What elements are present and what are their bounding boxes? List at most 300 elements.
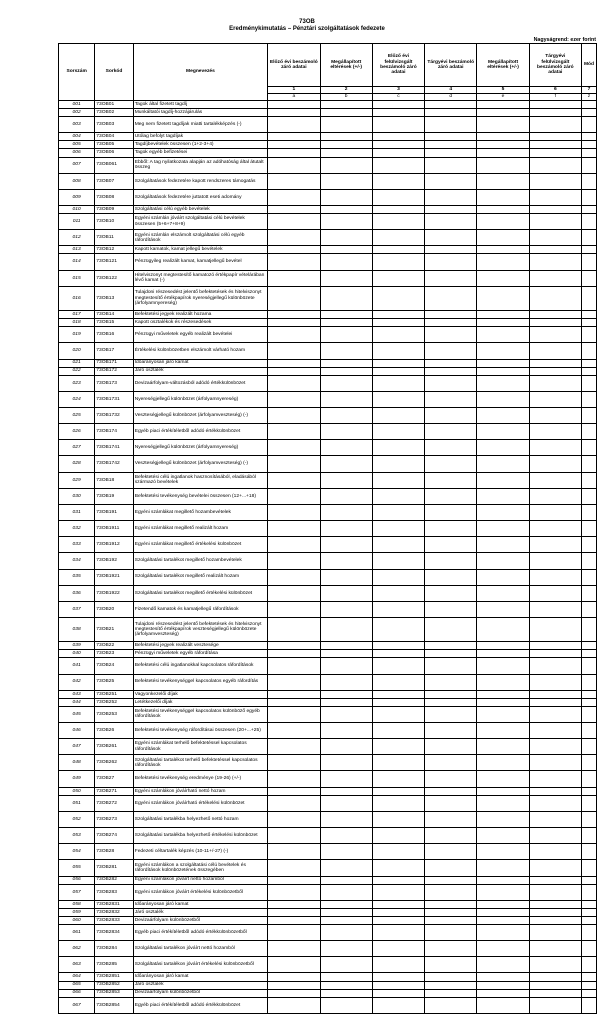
value-cell[interactable] bbox=[581, 173, 596, 189]
value-cell[interactable] bbox=[581, 601, 596, 617]
value-cell[interactable] bbox=[529, 706, 581, 722]
value-cell[interactable] bbox=[320, 206, 372, 214]
value-cell[interactable] bbox=[477, 981, 529, 989]
value-cell[interactable] bbox=[425, 246, 477, 254]
value-cell[interactable] bbox=[581, 674, 596, 690]
value-cell[interactable] bbox=[268, 343, 320, 359]
value-cell[interactable] bbox=[268, 101, 320, 109]
value-cell[interactable] bbox=[372, 690, 424, 698]
value-cell[interactable] bbox=[320, 957, 372, 973]
value-cell[interactable] bbox=[529, 214, 581, 230]
value-cell[interactable] bbox=[320, 214, 372, 230]
value-cell[interactable] bbox=[477, 311, 529, 319]
value-cell[interactable] bbox=[320, 828, 372, 844]
value-cell[interactable] bbox=[320, 319, 372, 327]
value-cell[interactable] bbox=[372, 698, 424, 706]
value-cell[interactable] bbox=[372, 246, 424, 254]
value-cell[interactable] bbox=[477, 690, 529, 698]
value-cell[interactable] bbox=[372, 311, 424, 319]
value-cell[interactable] bbox=[477, 141, 529, 149]
value-cell[interactable] bbox=[477, 214, 529, 230]
value-cell[interactable] bbox=[477, 254, 529, 270]
value-cell[interactable] bbox=[581, 311, 596, 319]
value-cell[interactable] bbox=[477, 771, 529, 787]
value-cell[interactable] bbox=[320, 900, 372, 908]
value-cell[interactable] bbox=[581, 230, 596, 246]
value-cell[interactable] bbox=[372, 117, 424, 133]
value-cell[interactable] bbox=[268, 755, 320, 771]
value-cell[interactable] bbox=[268, 286, 320, 310]
value-cell[interactable] bbox=[581, 957, 596, 973]
value-cell[interactable] bbox=[529, 739, 581, 755]
value-cell[interactable] bbox=[477, 343, 529, 359]
value-cell[interactable] bbox=[268, 723, 320, 739]
value-cell[interactable] bbox=[268, 884, 320, 900]
value-cell[interactable] bbox=[581, 706, 596, 722]
value-cell[interactable] bbox=[320, 286, 372, 310]
value-cell[interactable] bbox=[268, 658, 320, 674]
value-cell[interactable] bbox=[581, 189, 596, 205]
value-cell[interactable] bbox=[320, 884, 372, 900]
value-cell[interactable] bbox=[529, 521, 581, 537]
value-cell[interactable] bbox=[477, 319, 529, 327]
value-cell[interactable] bbox=[372, 173, 424, 189]
value-cell[interactable] bbox=[372, 133, 424, 141]
value-cell[interactable] bbox=[529, 884, 581, 900]
value-cell[interactable] bbox=[477, 618, 529, 642]
value-cell[interactable] bbox=[477, 924, 529, 940]
value-cell[interactable] bbox=[425, 359, 477, 367]
value-cell[interactable] bbox=[425, 270, 477, 286]
value-cell[interactable] bbox=[320, 488, 372, 504]
value-cell[interactable] bbox=[425, 997, 477, 1013]
value-cell[interactable] bbox=[268, 109, 320, 117]
value-cell[interactable] bbox=[529, 343, 581, 359]
value-cell[interactable] bbox=[581, 141, 596, 149]
value-cell[interactable] bbox=[477, 109, 529, 117]
value-cell[interactable] bbox=[320, 585, 372, 601]
value-cell[interactable] bbox=[372, 407, 424, 423]
value-cell[interactable] bbox=[425, 706, 477, 722]
value-cell[interactable] bbox=[581, 642, 596, 650]
value-cell[interactable] bbox=[529, 504, 581, 520]
value-cell[interactable] bbox=[425, 658, 477, 674]
value-cell[interactable] bbox=[529, 924, 581, 940]
value-cell[interactable] bbox=[372, 206, 424, 214]
value-cell[interactable] bbox=[268, 424, 320, 440]
value-cell[interactable] bbox=[581, 690, 596, 698]
value-cell[interactable] bbox=[529, 488, 581, 504]
value-cell[interactable] bbox=[581, 989, 596, 997]
value-cell[interactable] bbox=[425, 504, 477, 520]
value-cell[interactable] bbox=[477, 440, 529, 456]
value-cell[interactable] bbox=[268, 553, 320, 569]
value-cell[interactable] bbox=[268, 189, 320, 205]
value-cell[interactable] bbox=[372, 924, 424, 940]
value-cell[interactable] bbox=[529, 101, 581, 109]
value-cell[interactable] bbox=[320, 311, 372, 319]
value-cell[interactable] bbox=[477, 916, 529, 924]
value-cell[interactable] bbox=[477, 246, 529, 254]
value-cell[interactable] bbox=[477, 173, 529, 189]
value-cell[interactable] bbox=[529, 440, 581, 456]
value-cell[interactable] bbox=[268, 844, 320, 860]
value-cell[interactable] bbox=[529, 787, 581, 795]
value-cell[interactable] bbox=[477, 230, 529, 246]
value-cell[interactable] bbox=[372, 723, 424, 739]
value-cell[interactable] bbox=[320, 787, 372, 795]
value-cell[interactable] bbox=[477, 787, 529, 795]
value-cell[interactable] bbox=[581, 327, 596, 343]
value-cell[interactable] bbox=[425, 924, 477, 940]
value-cell[interactable] bbox=[425, 149, 477, 157]
value-cell[interactable] bbox=[372, 109, 424, 117]
value-cell[interactable] bbox=[425, 981, 477, 989]
value-cell[interactable] bbox=[529, 311, 581, 319]
value-cell[interactable] bbox=[529, 472, 581, 488]
value-cell[interactable] bbox=[425, 828, 477, 844]
value-cell[interactable] bbox=[529, 553, 581, 569]
value-cell[interactable] bbox=[477, 860, 529, 876]
value-cell[interactable] bbox=[372, 367, 424, 375]
value-cell[interactable] bbox=[320, 755, 372, 771]
value-cell[interactable] bbox=[581, 884, 596, 900]
value-cell[interactable] bbox=[268, 674, 320, 690]
value-cell[interactable] bbox=[268, 521, 320, 537]
value-cell[interactable] bbox=[425, 488, 477, 504]
value-cell[interactable] bbox=[529, 755, 581, 771]
value-cell[interactable] bbox=[529, 795, 581, 811]
value-cell[interactable] bbox=[477, 908, 529, 916]
value-cell[interactable] bbox=[320, 456, 372, 472]
value-cell[interactable] bbox=[529, 189, 581, 205]
value-cell[interactable] bbox=[320, 246, 372, 254]
value-cell[interactable] bbox=[477, 488, 529, 504]
value-cell[interactable] bbox=[320, 771, 372, 787]
value-cell[interactable] bbox=[372, 504, 424, 520]
value-cell[interactable] bbox=[581, 343, 596, 359]
value-cell[interactable] bbox=[268, 585, 320, 601]
value-cell[interactable] bbox=[372, 270, 424, 286]
value-cell[interactable] bbox=[372, 771, 424, 787]
value-cell[interactable] bbox=[477, 989, 529, 997]
value-cell[interactable] bbox=[425, 916, 477, 924]
value-cell[interactable] bbox=[372, 860, 424, 876]
value-cell[interactable] bbox=[425, 674, 477, 690]
value-cell[interactable] bbox=[320, 876, 372, 884]
value-cell[interactable] bbox=[268, 941, 320, 957]
value-cell[interactable] bbox=[477, 642, 529, 650]
value-cell[interactable] bbox=[372, 101, 424, 109]
value-cell[interactable] bbox=[581, 658, 596, 674]
value-cell[interactable] bbox=[425, 537, 477, 553]
value-cell[interactable] bbox=[425, 553, 477, 569]
value-cell[interactable] bbox=[320, 521, 372, 537]
value-cell[interactable] bbox=[320, 109, 372, 117]
value-cell[interactable] bbox=[477, 755, 529, 771]
value-cell[interactable] bbox=[425, 286, 477, 310]
value-cell[interactable] bbox=[581, 739, 596, 755]
value-cell[interactable] bbox=[320, 359, 372, 367]
value-cell[interactable] bbox=[372, 343, 424, 359]
value-cell[interactable] bbox=[477, 957, 529, 973]
value-cell[interactable] bbox=[529, 286, 581, 310]
value-cell[interactable] bbox=[529, 149, 581, 157]
value-cell[interactable] bbox=[581, 456, 596, 472]
value-cell[interactable] bbox=[425, 440, 477, 456]
value-cell[interactable] bbox=[529, 723, 581, 739]
value-cell[interactable] bbox=[581, 916, 596, 924]
value-cell[interactable] bbox=[425, 601, 477, 617]
value-cell[interactable] bbox=[268, 795, 320, 811]
value-cell[interactable] bbox=[372, 569, 424, 585]
value-cell[interactable] bbox=[320, 472, 372, 488]
value-cell[interactable] bbox=[529, 327, 581, 343]
value-cell[interactable] bbox=[320, 973, 372, 981]
value-cell[interactable] bbox=[529, 860, 581, 876]
value-cell[interactable] bbox=[529, 230, 581, 246]
value-cell[interactable] bbox=[268, 133, 320, 141]
value-cell[interactable] bbox=[320, 375, 372, 391]
value-cell[interactable] bbox=[529, 973, 581, 981]
value-cell[interactable] bbox=[581, 908, 596, 916]
value-cell[interactable] bbox=[425, 876, 477, 884]
value-cell[interactable] bbox=[425, 319, 477, 327]
value-cell[interactable] bbox=[372, 214, 424, 230]
value-cell[interactable] bbox=[425, 327, 477, 343]
value-cell[interactable] bbox=[320, 424, 372, 440]
value-cell[interactable] bbox=[425, 407, 477, 423]
value-cell[interactable] bbox=[372, 650, 424, 658]
value-cell[interactable] bbox=[581, 981, 596, 989]
value-cell[interactable] bbox=[372, 787, 424, 795]
value-cell[interactable] bbox=[268, 828, 320, 844]
value-cell[interactable] bbox=[425, 117, 477, 133]
value-cell[interactable] bbox=[529, 601, 581, 617]
value-cell[interactable] bbox=[320, 601, 372, 617]
value-cell[interactable] bbox=[581, 270, 596, 286]
value-cell[interactable] bbox=[477, 157, 529, 173]
value-cell[interactable] bbox=[372, 658, 424, 674]
value-cell[interactable] bbox=[477, 286, 529, 310]
value-cell[interactable] bbox=[425, 311, 477, 319]
value-cell[interactable] bbox=[268, 771, 320, 787]
value-cell[interactable] bbox=[268, 254, 320, 270]
value-cell[interactable] bbox=[477, 884, 529, 900]
value-cell[interactable] bbox=[372, 537, 424, 553]
value-cell[interactable] bbox=[425, 739, 477, 755]
value-cell[interactable] bbox=[581, 359, 596, 367]
value-cell[interactable] bbox=[320, 173, 372, 189]
value-cell[interactable] bbox=[581, 537, 596, 553]
value-cell[interactable] bbox=[529, 407, 581, 423]
value-cell[interactable] bbox=[372, 440, 424, 456]
value-cell[interactable] bbox=[372, 230, 424, 246]
value-cell[interactable] bbox=[372, 359, 424, 367]
value-cell[interactable] bbox=[268, 214, 320, 230]
value-cell[interactable] bbox=[268, 860, 320, 876]
value-cell[interactable] bbox=[320, 149, 372, 157]
value-cell[interactable] bbox=[268, 811, 320, 827]
value-cell[interactable] bbox=[425, 973, 477, 981]
value-cell[interactable] bbox=[268, 973, 320, 981]
value-cell[interactable] bbox=[425, 771, 477, 787]
value-cell[interactable] bbox=[425, 957, 477, 973]
value-cell[interactable] bbox=[581, 924, 596, 940]
value-cell[interactable] bbox=[529, 117, 581, 133]
value-cell[interactable] bbox=[477, 537, 529, 553]
value-cell[interactable] bbox=[529, 569, 581, 585]
value-cell[interactable] bbox=[529, 367, 581, 375]
value-cell[interactable] bbox=[477, 189, 529, 205]
value-cell[interactable] bbox=[320, 327, 372, 343]
value-cell[interactable] bbox=[477, 472, 529, 488]
value-cell[interactable] bbox=[425, 157, 477, 173]
value-cell[interactable] bbox=[372, 391, 424, 407]
value-cell[interactable] bbox=[529, 989, 581, 997]
value-cell[interactable] bbox=[529, 109, 581, 117]
value-cell[interactable] bbox=[581, 900, 596, 908]
value-cell[interactable] bbox=[372, 642, 424, 650]
value-cell[interactable] bbox=[529, 133, 581, 141]
value-cell[interactable] bbox=[477, 521, 529, 537]
value-cell[interactable] bbox=[320, 157, 372, 173]
value-cell[interactable] bbox=[529, 642, 581, 650]
value-cell[interactable] bbox=[425, 173, 477, 189]
value-cell[interactable] bbox=[372, 674, 424, 690]
value-cell[interactable] bbox=[529, 537, 581, 553]
value-cell[interactable] bbox=[581, 367, 596, 375]
value-cell[interactable] bbox=[372, 811, 424, 827]
value-cell[interactable] bbox=[268, 407, 320, 423]
value-cell[interactable] bbox=[477, 973, 529, 981]
value-cell[interactable] bbox=[372, 254, 424, 270]
value-cell[interactable] bbox=[477, 133, 529, 141]
value-cell[interactable] bbox=[477, 706, 529, 722]
value-cell[interactable] bbox=[477, 149, 529, 157]
value-cell[interactable] bbox=[529, 173, 581, 189]
value-cell[interactable] bbox=[320, 407, 372, 423]
value-cell[interactable] bbox=[529, 811, 581, 827]
value-cell[interactable] bbox=[529, 246, 581, 254]
value-cell[interactable] bbox=[477, 456, 529, 472]
value-cell[interactable] bbox=[581, 206, 596, 214]
value-cell[interactable] bbox=[320, 553, 372, 569]
value-cell[interactable] bbox=[425, 343, 477, 359]
value-cell[interactable] bbox=[425, 650, 477, 658]
value-cell[interactable] bbox=[268, 957, 320, 973]
value-cell[interactable] bbox=[372, 456, 424, 472]
value-cell[interactable] bbox=[268, 440, 320, 456]
value-cell[interactable] bbox=[529, 424, 581, 440]
value-cell[interactable] bbox=[268, 504, 320, 520]
value-cell[interactable] bbox=[372, 424, 424, 440]
value-cell[interactable] bbox=[581, 440, 596, 456]
value-cell[interactable] bbox=[581, 997, 596, 1013]
value-cell[interactable] bbox=[529, 157, 581, 173]
value-cell[interactable] bbox=[477, 723, 529, 739]
value-cell[interactable] bbox=[529, 206, 581, 214]
value-cell[interactable] bbox=[268, 230, 320, 246]
value-cell[interactable] bbox=[581, 117, 596, 133]
value-cell[interactable] bbox=[425, 723, 477, 739]
value-cell[interactable] bbox=[529, 456, 581, 472]
value-cell[interactable] bbox=[268, 739, 320, 755]
value-cell[interactable] bbox=[425, 811, 477, 827]
value-cell[interactable] bbox=[372, 553, 424, 569]
value-cell[interactable] bbox=[372, 521, 424, 537]
value-cell[interactable] bbox=[581, 472, 596, 488]
value-cell[interactable] bbox=[425, 618, 477, 642]
value-cell[interactable] bbox=[320, 367, 372, 375]
value-cell[interactable] bbox=[372, 141, 424, 149]
value-cell[interactable] bbox=[372, 795, 424, 811]
value-cell[interactable] bbox=[372, 908, 424, 916]
value-cell[interactable] bbox=[477, 101, 529, 109]
value-cell[interactable] bbox=[581, 488, 596, 504]
value-cell[interactable] bbox=[268, 117, 320, 133]
value-cell[interactable] bbox=[320, 101, 372, 109]
value-cell[interactable] bbox=[477, 811, 529, 827]
value-cell[interactable] bbox=[477, 658, 529, 674]
value-cell[interactable] bbox=[268, 924, 320, 940]
value-cell[interactable] bbox=[477, 424, 529, 440]
value-cell[interactable] bbox=[320, 941, 372, 957]
value-cell[interactable] bbox=[320, 141, 372, 149]
value-cell[interactable] bbox=[529, 981, 581, 989]
value-cell[interactable] bbox=[268, 327, 320, 343]
value-cell[interactable] bbox=[372, 149, 424, 157]
value-cell[interactable] bbox=[268, 319, 320, 327]
value-cell[interactable] bbox=[477, 327, 529, 343]
value-cell[interactable] bbox=[320, 698, 372, 706]
value-cell[interactable] bbox=[425, 844, 477, 860]
value-cell[interactable] bbox=[268, 472, 320, 488]
value-cell[interactable] bbox=[529, 771, 581, 787]
value-cell[interactable] bbox=[372, 286, 424, 310]
value-cell[interactable] bbox=[372, 618, 424, 642]
value-cell[interactable] bbox=[425, 884, 477, 900]
value-cell[interactable] bbox=[425, 141, 477, 149]
value-cell[interactable] bbox=[268, 706, 320, 722]
value-cell[interactable] bbox=[477, 601, 529, 617]
value-cell[interactable] bbox=[268, 569, 320, 585]
value-cell[interactable] bbox=[581, 876, 596, 884]
value-cell[interactable] bbox=[268, 876, 320, 884]
value-cell[interactable] bbox=[372, 472, 424, 488]
value-cell[interactable] bbox=[581, 391, 596, 407]
value-cell[interactable] bbox=[320, 537, 372, 553]
value-cell[interactable] bbox=[529, 876, 581, 884]
value-cell[interactable] bbox=[581, 553, 596, 569]
value-cell[interactable] bbox=[529, 997, 581, 1013]
value-cell[interactable] bbox=[425, 569, 477, 585]
value-cell[interactable] bbox=[372, 189, 424, 205]
value-cell[interactable] bbox=[320, 343, 372, 359]
value-cell[interactable] bbox=[581, 698, 596, 706]
value-cell[interactable] bbox=[372, 981, 424, 989]
value-cell[interactable] bbox=[581, 787, 596, 795]
value-cell[interactable] bbox=[581, 424, 596, 440]
value-cell[interactable] bbox=[372, 900, 424, 908]
value-cell[interactable] bbox=[581, 214, 596, 230]
value-cell[interactable] bbox=[372, 844, 424, 860]
value-cell[interactable] bbox=[425, 900, 477, 908]
value-cell[interactable] bbox=[372, 876, 424, 884]
value-cell[interactable] bbox=[372, 884, 424, 900]
value-cell[interactable] bbox=[477, 844, 529, 860]
value-cell[interactable] bbox=[581, 157, 596, 173]
